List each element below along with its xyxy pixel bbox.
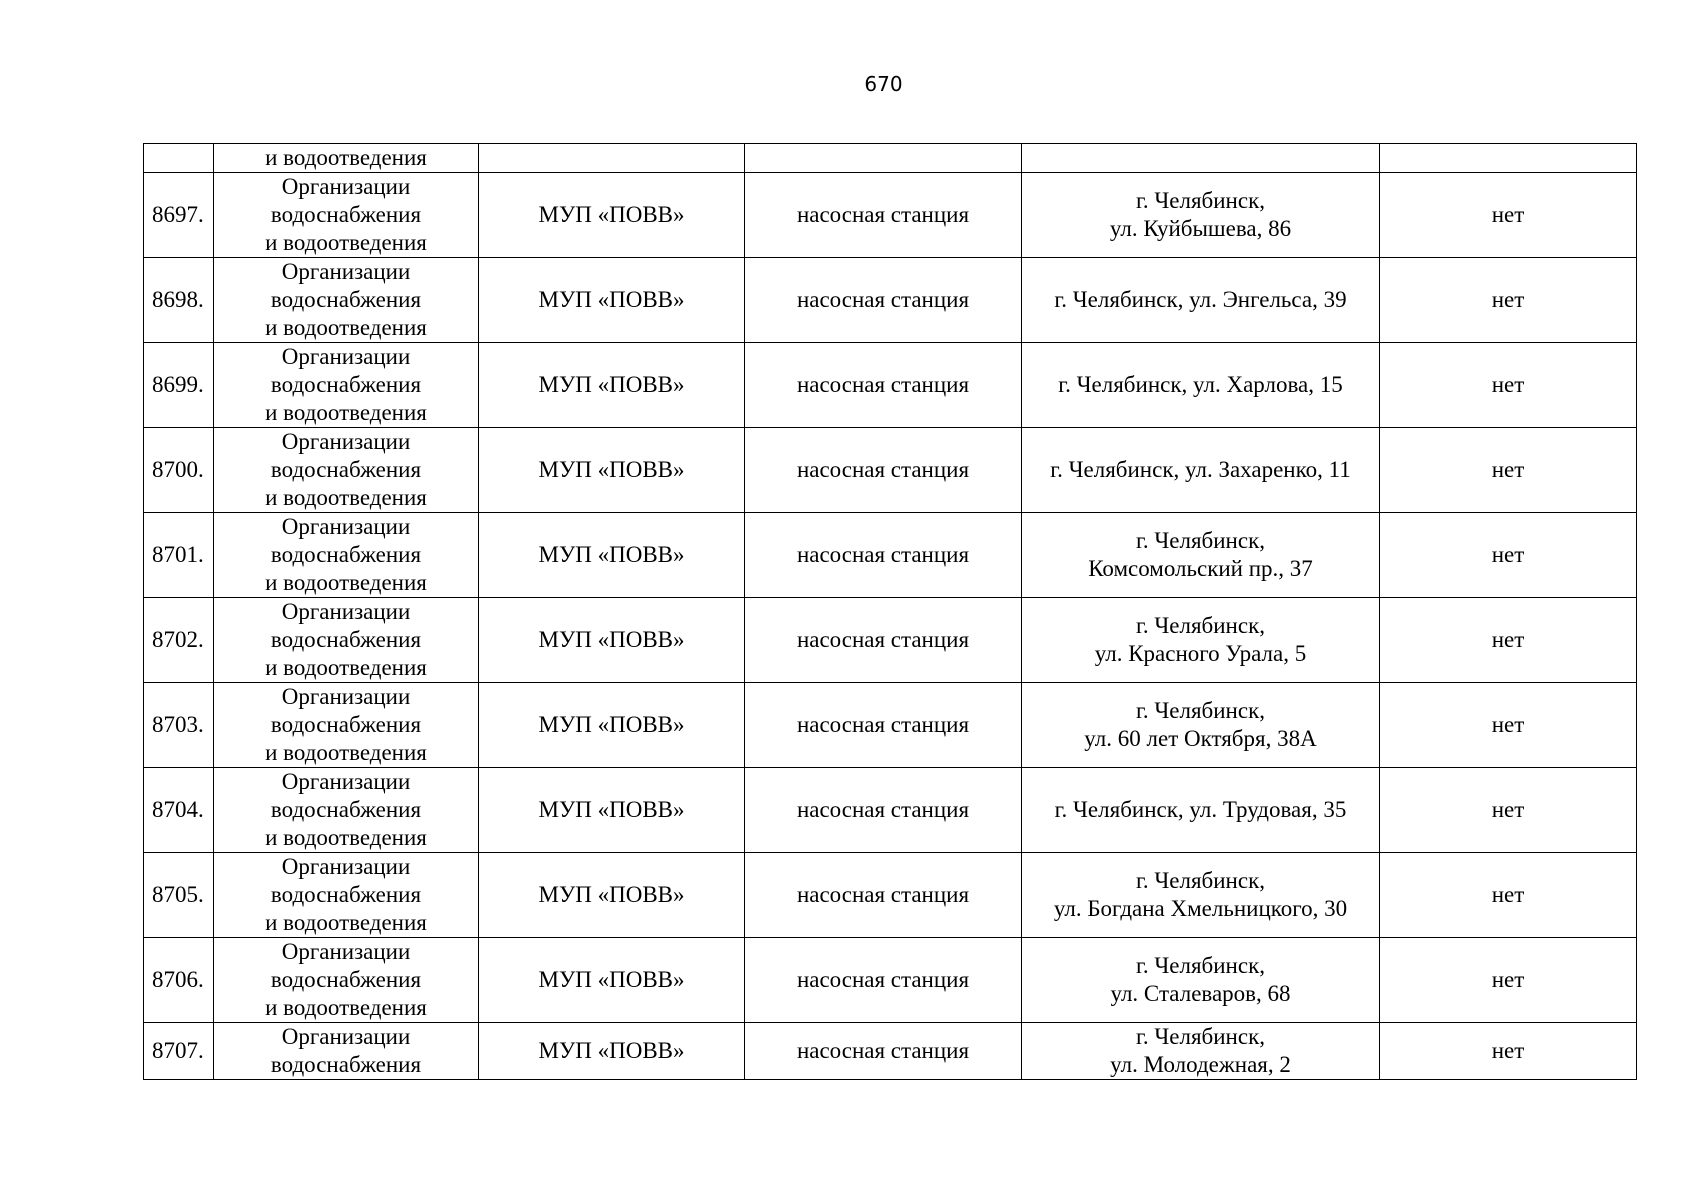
cell-organization [479, 938, 745, 1023]
table-row [144, 428, 1637, 513]
cell-address [1022, 513, 1380, 598]
cell-object-type [745, 1023, 1022, 1080]
cell-object-type [745, 683, 1022, 768]
cell-flag [1380, 683, 1637, 768]
table-row [144, 343, 1637, 428]
object-type: насосная станция [796, 202, 970, 227]
cell-category [214, 853, 479, 938]
organization-name: МУП «ПОВВ» [538, 202, 685, 227]
cell-object-type [745, 598, 1022, 683]
address-line: ул. Богдана Хмельницкого, 30 [1053, 896, 1348, 921]
cell-object-type [745, 173, 1022, 258]
cell-flag [1380, 428, 1637, 513]
address-line: г. Челябинск, [1135, 868, 1265, 893]
table-row [144, 768, 1637, 853]
cell-organization [479, 258, 745, 343]
registry-table-body [144, 144, 1637, 1080]
category-line: Организации [281, 174, 411, 199]
category-line: и водоотведения [265, 485, 427, 510]
cell-organization [479, 598, 745, 683]
cell-object-type [745, 853, 1022, 938]
cell-category [214, 173, 479, 258]
table-row [144, 1023, 1637, 1080]
category-line: и водоотведения [265, 570, 427, 595]
category-line: Организации [281, 854, 411, 879]
table-row [144, 598, 1637, 683]
cell-flag [1380, 258, 1637, 343]
category-line: Организации [281, 599, 411, 624]
address-line: Комсомольский пр., 37 [1088, 556, 1313, 581]
cell-number [144, 258, 214, 343]
row-number: 8697. [152, 202, 204, 227]
cell-category [214, 938, 479, 1023]
flag-value: нет [1491, 712, 1525, 737]
cell-flag [1380, 343, 1637, 428]
flag-value: нет [1491, 797, 1525, 822]
cell-address [1022, 683, 1380, 768]
address-line: г. Челябинск, ул. Трудовая, 35 [1054, 797, 1347, 822]
cell-address [1022, 768, 1380, 853]
category-line: водоснабжения [270, 542, 422, 567]
row-number: 8702. [152, 627, 204, 652]
address-line: г. Челябинск, [1135, 1024, 1265, 1049]
table-row [144, 683, 1637, 768]
address-line: ул. Куйбышева, 86 [1109, 216, 1292, 241]
category-line: Организации [281, 259, 411, 284]
organization-name: МУП «ПОВВ» [538, 1038, 685, 1063]
organization-name: МУП «ПОВВ» [538, 542, 685, 567]
organization-name: МУП «ПОВВ» [538, 287, 685, 312]
category-line: Организации [281, 514, 411, 539]
category-line: и водоотведения [265, 400, 427, 425]
cell-number [144, 428, 214, 513]
category-line: водоснабжения [270, 287, 422, 312]
cell-number [144, 513, 214, 598]
object-type: насосная станция [796, 457, 970, 482]
cell-flag [1380, 513, 1637, 598]
flag-value: нет [1491, 372, 1525, 397]
cell-category [214, 258, 479, 343]
cell-flag [1380, 173, 1637, 258]
address-line: г. Челябинск, [1135, 528, 1265, 553]
table-row [144, 173, 1637, 258]
address-line: ул. Молодежная, 2 [1110, 1052, 1291, 1077]
flag-value: нет [1491, 202, 1525, 227]
row-number: 8698. [152, 287, 204, 312]
cell-organization [479, 428, 745, 513]
row-number: 8707. [152, 1038, 204, 1063]
category-line: и водоотведения [265, 315, 427, 340]
cell-address [1022, 853, 1380, 938]
object-type: насосная станция [796, 372, 970, 397]
cell-flag [1380, 598, 1637, 683]
category-line: и водоотведения [265, 825, 427, 850]
cell-address [1022, 144, 1380, 173]
row-number: 8705. [152, 882, 204, 907]
organization-name: МУП «ПОВВ» [538, 712, 685, 737]
address-line: г. Челябинск, [1135, 188, 1265, 213]
object-type: насосная станция [796, 967, 970, 992]
cell-number [144, 1023, 214, 1080]
cell-organization [479, 1023, 745, 1080]
cell-object-type [745, 768, 1022, 853]
category-line: водоснабжения [270, 882, 422, 907]
cell-address [1022, 598, 1380, 683]
cell-address [1022, 173, 1380, 258]
object-type: насосная станция [796, 1038, 970, 1063]
cell-number [144, 938, 214, 1023]
cell-address [1022, 258, 1380, 343]
cell-number [144, 853, 214, 938]
organization-name: МУП «ПОВВ» [538, 627, 685, 652]
address-line: г. Челябинск, ул. Энгельса, 39 [1054, 287, 1347, 312]
cell-organization [479, 144, 745, 173]
category-line: водоснабжения [270, 967, 422, 992]
address-line: г. Челябинск, [1135, 953, 1265, 978]
cell-address [1022, 343, 1380, 428]
cell-number [144, 683, 214, 768]
cell-flag [1380, 768, 1637, 853]
row-number: 8704. [152, 797, 204, 822]
flag-value: нет [1491, 542, 1525, 567]
cell-flag [1380, 938, 1637, 1023]
cell-object-type [745, 938, 1022, 1023]
address-line: г. Челябинск, ул. Харлова, 15 [1058, 372, 1343, 397]
flag-value: нет [1491, 1038, 1525, 1063]
category-line: и водоотведения [265, 230, 427, 255]
category-line: Организации [281, 939, 411, 964]
organization-name: МУП «ПОВВ» [538, 457, 685, 482]
organization-name: МУП «ПОВВ» [538, 967, 685, 992]
registry-table [143, 143, 1637, 1080]
object-type: насосная станция [796, 797, 970, 822]
address-line: ул. Красного Урала, 5 [1094, 641, 1307, 666]
table-row [144, 513, 1637, 598]
cell-number [144, 144, 214, 173]
address-line: г. Челябинск, [1135, 613, 1265, 638]
cell-address [1022, 938, 1380, 1023]
row-number: 8701. [152, 542, 204, 567]
category-line: и водоотведения [265, 910, 427, 935]
cell-object-type [745, 144, 1022, 173]
cell-organization [479, 683, 745, 768]
category-line: Организации [281, 769, 411, 794]
category-line: Организации [281, 429, 411, 454]
category-line: водоснабжения [270, 1052, 422, 1077]
object-type: насосная станция [796, 627, 970, 652]
category-line: Организации [281, 344, 411, 369]
address-line: ул. 60 лет Октября, 38А [1084, 726, 1317, 751]
organization-name: МУП «ПОВВ» [538, 882, 685, 907]
flag-value: нет [1491, 287, 1525, 312]
table-row [144, 938, 1637, 1023]
cell-flag [1380, 853, 1637, 938]
cell-number [144, 173, 214, 258]
organization-name: МУП «ПОВВ» [538, 797, 685, 822]
cell-flag [1380, 1023, 1637, 1080]
table-row-continuation [144, 144, 1637, 173]
cell-address [1022, 428, 1380, 513]
cell-object-type [745, 513, 1022, 598]
category-line: Организации [281, 684, 411, 709]
page-number: 670 [864, 72, 903, 96]
category-line: и водоотведения [265, 655, 427, 680]
cell-category [214, 513, 479, 598]
cell-category [214, 683, 479, 768]
category-line: водоснабжения [270, 202, 422, 227]
object-type: насосная станция [796, 542, 970, 567]
cell-category [214, 428, 479, 513]
cell-category [214, 768, 479, 853]
category-line: Организации [281, 1024, 411, 1049]
category-line: водоснабжения [270, 627, 422, 652]
row-number: 8700. [152, 457, 204, 482]
cell-category: и водоотведения [214, 144, 479, 173]
address-line: г. Челябинск, [1135, 698, 1265, 723]
row-number: 8703. [152, 712, 204, 737]
cell-number [144, 343, 214, 428]
flag-value: нет [1491, 882, 1525, 907]
cell-organization [479, 853, 745, 938]
table-row [144, 853, 1637, 938]
category-line: и водоотведения [265, 995, 427, 1020]
category-line: водоснабжения [270, 457, 422, 482]
flag-value: нет [1491, 457, 1525, 482]
row-number: 8706. [152, 967, 204, 992]
row-number: 8699. [152, 372, 204, 397]
cell-organization [479, 173, 745, 258]
object-type: насосная станция [796, 712, 970, 737]
cell-number [144, 598, 214, 683]
organization-name: МУП «ПОВВ» [538, 372, 685, 397]
cell-object-type [745, 343, 1022, 428]
cell-address [1022, 1023, 1380, 1080]
cell-category [214, 1023, 479, 1080]
cell-flag [1380, 144, 1637, 173]
table-row [144, 258, 1637, 343]
object-type: насосная станция [796, 287, 970, 312]
category-line: и водоотведения [265, 740, 427, 765]
cell-organization [479, 343, 745, 428]
flag-value: нет [1491, 627, 1525, 652]
address-line: г. Челябинск, ул. Захаренко, 11 [1050, 457, 1351, 482]
cell-organization [479, 513, 745, 598]
cell-category [214, 343, 479, 428]
object-type: насосная станция [796, 882, 970, 907]
cell-object-type [745, 258, 1022, 343]
category-line: водоснабжения [270, 797, 422, 822]
category-line: водоснабжения [270, 372, 422, 397]
cell-object-type [745, 428, 1022, 513]
flag-value: нет [1491, 967, 1525, 992]
address-line: ул. Сталеваров, 68 [1110, 981, 1291, 1006]
cell-organization [479, 768, 745, 853]
cell-category [214, 598, 479, 683]
cell-number [144, 768, 214, 853]
category-line: водоснабжения [270, 712, 422, 737]
